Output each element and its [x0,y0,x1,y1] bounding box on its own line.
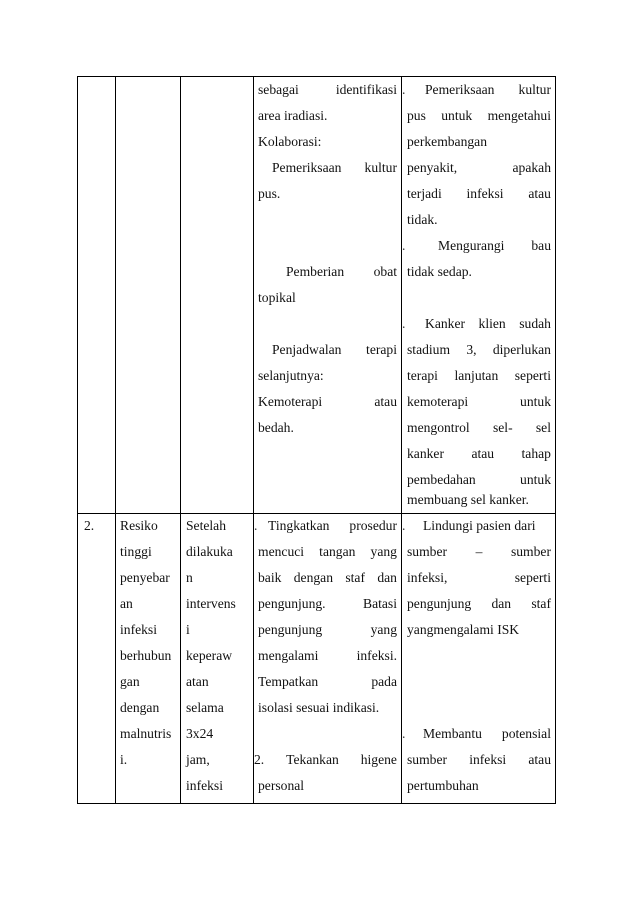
line: Kemoterapi atau [258,394,397,409]
line: Kolaborasi: [258,134,322,149]
line: sumber – sumber [407,544,551,559]
line: pengunjung dan staf [407,596,551,611]
line: gan [120,674,140,689]
line: mengalami infeksi. [258,648,397,663]
line: Setelah [186,518,227,533]
line: kemoterapi untuk [407,394,551,409]
line: jam, [186,752,210,767]
line: mencuci tangan yang [258,544,397,559]
line: 2. Tekankan higene [254,752,397,767]
list-marker: . [402,726,406,741]
line: selama [186,700,224,715]
list-marker: . [254,518,258,533]
line: pertumbuhan [407,778,479,793]
line: topikal [258,290,296,305]
list-marker: . [402,238,406,253]
line: isolasi sesuai indikasi. [258,700,380,715]
line: intervens [186,596,236,611]
line: tidak. [407,212,438,227]
row-border-bottom [77,803,556,804]
line: terjadi infeksi atau [407,186,551,201]
line: infeksi [186,778,223,793]
row-number: 2. [84,518,95,533]
line: bedah. [258,420,294,435]
line: Tingkatkan prosedur [268,518,397,533]
line: penyakit, apakah [407,160,551,175]
line: terapi lanjutan seperti [407,368,551,383]
line: baik dengan staf dan [258,570,397,585]
line: yangmengalami ISK [407,622,520,637]
col-border-2 [180,76,181,804]
line: Kanker klien sudah [425,316,551,331]
line: membuang sel kanker. [407,492,529,507]
line: stadium 3, diperlukan [407,342,551,357]
line: keperaw [186,648,233,663]
line: pembedahan untuk [407,472,551,487]
line: pus untuk mengetahui [407,108,551,123]
line: an [120,596,133,611]
col-border-0 [77,76,78,804]
line: Pemeriksaan kultur [425,82,551,97]
line: kanker atau tahap [407,446,551,461]
line: Pemberian obat [286,264,397,279]
col-border-4 [401,76,402,804]
line: dengan [120,700,160,715]
line: Resiko [120,518,158,533]
list-marker: . [402,82,406,97]
line: dilakuka [186,544,233,559]
line: pus. [258,186,281,201]
line: sumber infeksi atau [407,752,551,767]
line: mengontrol sel- sel [407,420,551,435]
line: tidak sedap. [407,264,472,279]
line: Tempatkan pada [258,674,397,689]
line: berhubun [120,648,172,663]
line: malnutris [120,726,172,741]
list-marker: . [402,316,406,331]
line: area iradiasi. [258,108,328,123]
col-border-1 [115,76,116,804]
line: sebagai identifikasi [258,82,397,97]
list-marker: . [402,518,406,533]
line: tinggi [120,544,152,559]
line: infeksi, seperti [407,570,551,585]
line: Lindungi pasien dari [423,518,536,533]
line: pengunjung. Batasi [258,596,397,611]
line: pengunjung yang [258,622,397,637]
col-border-3 [253,76,254,804]
line: n [186,570,193,585]
line: 3x24 [186,726,214,741]
line: perkembangan [407,134,488,149]
line: atan [186,674,209,689]
line: Penjadwalan terapi [272,342,397,357]
line: penyebar [120,570,170,585]
line: Mengurangi bau [438,238,551,253]
col-border-5 [555,76,556,804]
line: personal [258,778,305,793]
line: Membantu potensial [423,726,551,741]
line: Pemeriksaan kultur [272,160,397,175]
line: infeksi [120,622,157,637]
line: selanjutnya: [258,368,324,383]
line: i. [120,752,128,767]
line: i [186,622,190,637]
